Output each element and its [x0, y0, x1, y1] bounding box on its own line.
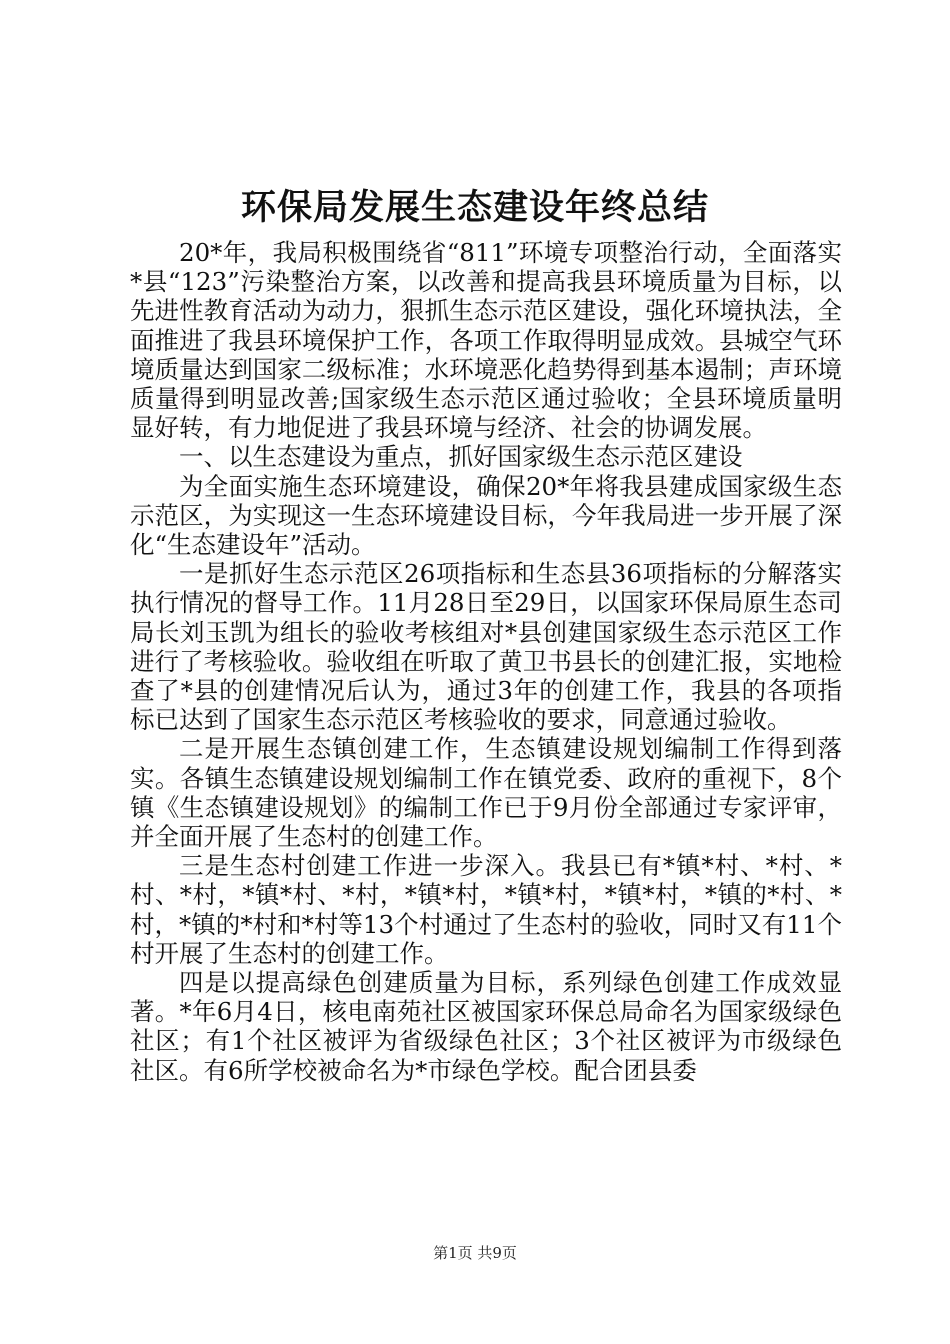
- intro-paragraph: 20*年，我局积极围绕省“811”环境专项整治行动，全面落实*县“123”污染整治方案，以改善和提高我县环境质量为目标，以先进性教育活动为动力，狠抓生态示范区建设，强化环境执法，全面推进了我县环境保护工作，各项工作取得明显成效。县城空气环境质量达到国家二级标准；水环境恶化趋势得到基本遏制；声环境质量得到明显改善;国家级生态示范区通过验收；全县环境质量明显好转，有力地促进了我县环境与经济、社会的协调发展。: [130, 238, 842, 443]
- document-title: 环保局发展生态建设年终总结: [240, 187, 709, 228]
- document-body: [130, 238, 842, 1085]
- item-1-paragraph: 一是抓好生态示范区26项指标和生态县36项指标的分解落实执行情况的督导工作。11月28日至29日，以国家环保局原生态司局长刘玉凯为组长的验收考核组对*县创建国家级生态示范区工作进行了考核验收。验收组在听取了黄卫书县长的创建汇报，实地检查了*县的创建情况后认为，通过3年的创建工作，我县的各项指标已达到了国家生态示范区考核验收的要求，同意通过验收。: [130, 559, 842, 735]
- section-heading-1: 一、以生态建设为重点，抓好国家级生态示范区建设: [179, 442, 743, 472]
- item-4-paragraph: 四是以提高绿色创建质量为目标，系列绿色创建工作成效显著。*年6月4日，核电南苑社区被国家环保总局命名为国家级绿色社区；有1个社区被评为省级绿色社区；3个社区被评为市级绿色社区。有6所学校被命名为*市绿色学校。配合团县委: [130, 968, 842, 1085]
- section-1-paragraph: 为全面实施生态环境建设，确保20*年将我县建成国家级生态示范区，为实现这一生态环境建设目标，今年我局进一步开展了深化“生态建设年”活动。: [130, 471, 842, 560]
- page-footer: 第1页 共9页: [433, 1244, 517, 1262]
- item-2-paragraph: 二是开展生态镇创建工作，生态镇建设规划编制工作得到落实。各镇生态镇建设规划编制工作在镇党委、政府的重视下，8个镇《生态镇建设规划》的编制工作已于9月份全部通过专家评审，并全面开展了生态村的创建工作。: [130, 734, 842, 852]
- item-3-paragraph: 三是生态村创建工作进一步深入。我县已有*镇*村、*村、*村、*村，*镇*村、*村，*镇*村，*镇*村，*镇*村，*镇的*村、*村，*镇的*村和*村等13个村通过了生态村的验收，同时又有11个村开展了生态村的创建工作。: [130, 851, 842, 968]
